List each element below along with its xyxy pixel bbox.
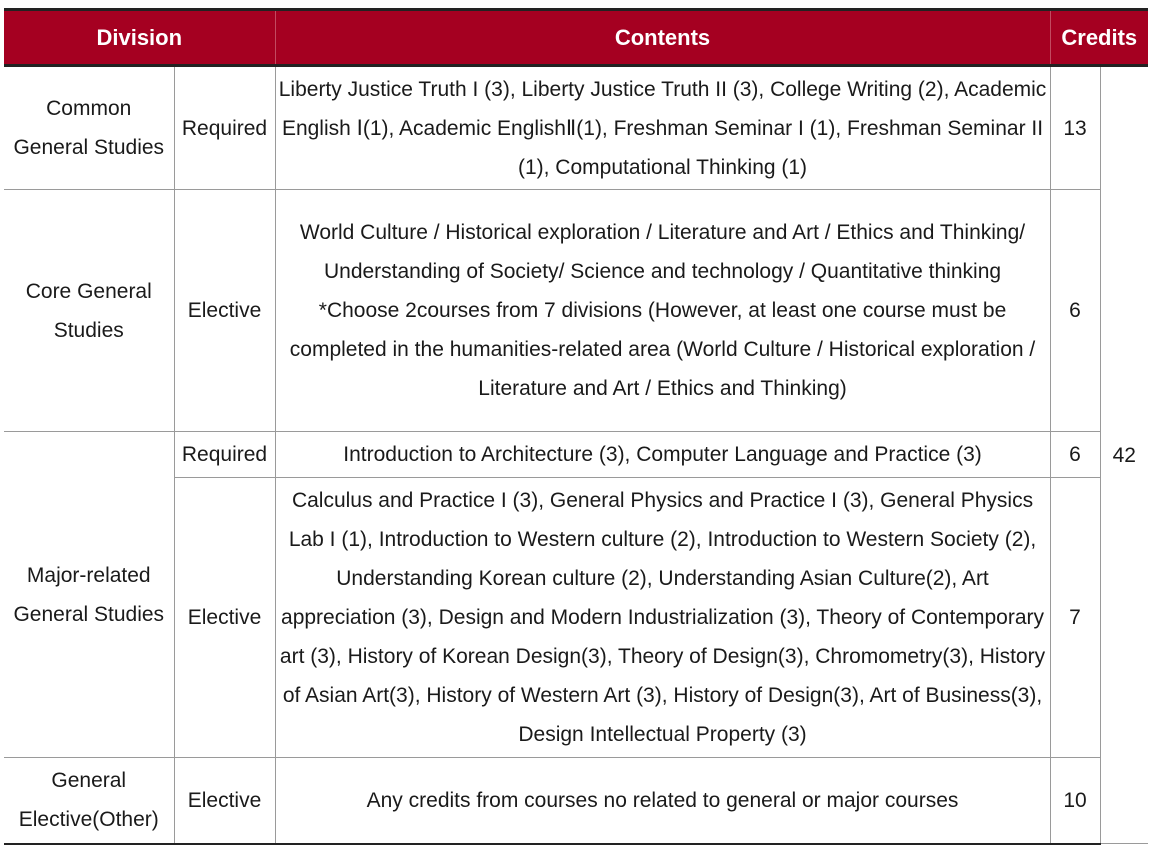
contents-core-areas: World Culture / Historical exploration / Literature and Art / Ethics and Thinking/ Understanding of Society/ Science and technology / Quantitative thinking: [299, 221, 1026, 283]
contents-core-note: *Choose 2courses from 7 divisions (However, at least one course must be completed in the humanities-related area (World Culture / Historical exploration / Literature and Art / Ethics and Thinking): [289, 299, 1036, 400]
header-division: Division: [4, 10, 275, 66]
table-row-major-elective: [4, 478, 1148, 758]
division-common: Common General Studies: [4, 66, 174, 190]
table-row-major-required: [4, 432, 1148, 478]
curriculum-table-wrapper: [4, 8, 1148, 845]
table-row-core-general-studies: [4, 190, 1148, 432]
type-core: Elective: [174, 190, 275, 432]
contents-common: Liberty Justice Truth I (3), Liberty Justice Truth II (3), College Writing (2), Academic English Ⅰ(1), Academic EnglishⅡ(1), Freshman Seminar I (1), Freshman Seminar II (1), Computational Thinking (1): [275, 66, 1050, 190]
contents-major-elective: Calculus and Practice I (3), General Physics and Practice I (3), General Physics Lab I (1), Introduction to Western culture (2), Introduction to Western Society (2), Understanding Korean culture (2), Understanding Asian Culture(2), Art appreciation (3), Design and Modern Industrialization (3), Theory of Contemporary art (3), History of Korean Design(3), Theory of Design(3), Chromometry(3), History of Asian Art(3), History of Western Art (3), History of Design(3), Art of Business(3), Design Intellectual Property (3): [275, 478, 1050, 758]
curriculum-table: [4, 8, 1148, 845]
credits-common: 13: [1050, 66, 1100, 190]
credits-major-elective: 7: [1050, 478, 1100, 758]
table-row-common-general-studies: [4, 66, 1148, 190]
credits-core: 6: [1050, 190, 1100, 432]
contents-major-required: Introduction to Architecture (3), Computer Language and Practice (3): [275, 432, 1050, 478]
type-major-required: Required: [174, 432, 275, 478]
credits-general: 10: [1050, 758, 1100, 844]
type-common: Required: [174, 66, 275, 190]
type-major-elective: Elective: [174, 478, 275, 758]
header-contents: Contents: [275, 10, 1050, 66]
contents-core: [275, 190, 1050, 432]
credits-major-required: 6: [1050, 432, 1100, 478]
contents-general: Any credits from courses no related to general or major courses: [275, 758, 1050, 844]
division-major: Major-related General Studies: [4, 432, 174, 758]
table-row-general-elective: [4, 758, 1148, 844]
division-general: General Elective(Other): [4, 758, 174, 844]
total-credits: 42: [1100, 66, 1148, 844]
header-credits: Credits: [1050, 10, 1148, 66]
type-general: Elective: [174, 758, 275, 844]
header-row: [4, 10, 1148, 66]
division-core: Core General Studies: [4, 190, 174, 432]
